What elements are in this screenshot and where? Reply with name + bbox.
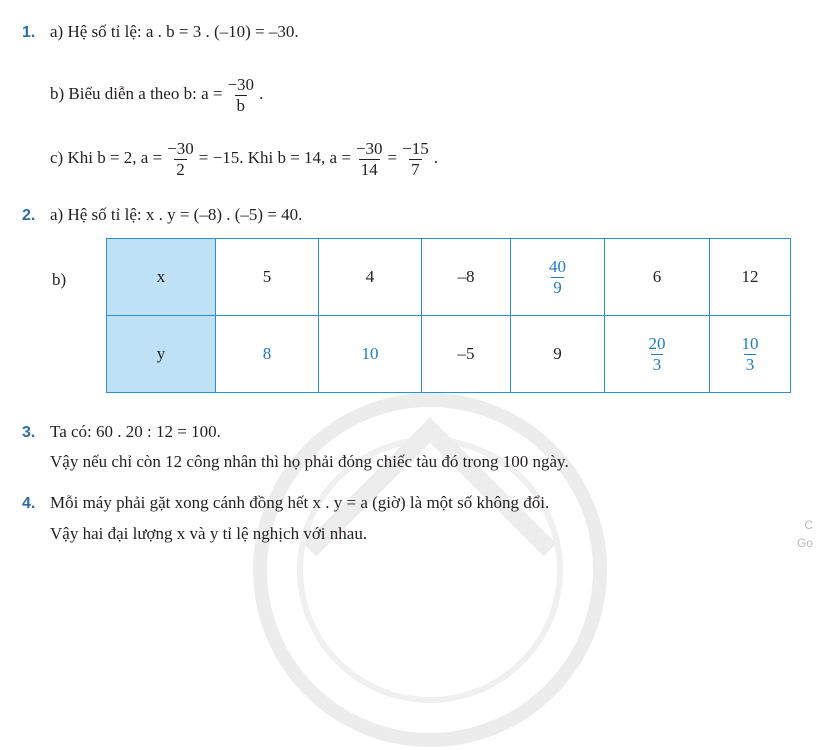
punctuation: .: [433, 148, 438, 167]
problem-1-part-c: [50, 138, 438, 180]
problem-1-c-text: c) Khi b = 2, a =: [50, 148, 163, 167]
cell-value: 8: [262, 344, 272, 363]
fraction: [225, 75, 256, 116]
problem-2-a-text: a) Hệ số tỉ lệ: x . y = (–8) . (–5) = 40.: [50, 205, 303, 224]
y-cell: [511, 316, 605, 393]
problem-1-part-a: [22, 22, 299, 43]
problem-3-line-2: Vậy nếu chỉ còn 12 công nhân thì họ phải đóng chiếc tàu đó trong 100 ngày.: [50, 452, 569, 471]
value-table: [106, 238, 791, 393]
table-header-y: y: [107, 316, 216, 393]
numerator: 40: [549, 256, 566, 276]
x-cell: [319, 239, 422, 316]
problem-2-part-a: [22, 205, 302, 226]
cell-value: 4: [365, 267, 375, 286]
cell-value: 12: [741, 267, 759, 286]
table-row: [107, 316, 791, 393]
problem-3-line-1: [22, 422, 221, 443]
fraction: [547, 257, 568, 298]
y-cell: [710, 316, 791, 393]
numerator: −30: [167, 138, 194, 158]
problem-1-part-b: [50, 74, 263, 116]
problem-3-text: Ta có: 60 . 20 : 12 = 100.: [50, 422, 221, 441]
numerator: −15: [402, 138, 429, 158]
denominator: 14: [360, 159, 378, 179]
problem-number: 1.: [22, 24, 36, 41]
watermark-logo: [250, 390, 610, 750]
problem-number: 4.: [22, 495, 36, 512]
y-cell: [605, 316, 710, 393]
numerator: 10: [741, 333, 759, 353]
problem-4-line-1: [22, 493, 549, 514]
fraction: [354, 139, 385, 180]
x-cell: [605, 239, 710, 316]
problem-number: 2.: [22, 207, 36, 224]
corner-text-2: Go: [796, 536, 813, 550]
problem-1-c-text-2: = −15. Khi b = 14, a =: [198, 148, 351, 167]
fraction: [740, 334, 761, 375]
denominator: 7: [411, 159, 420, 179]
y-cell: [216, 316, 319, 393]
denominator: 2: [176, 159, 185, 179]
x-cell: [511, 239, 605, 316]
cell-value: –5: [457, 344, 475, 363]
denominator: 9: [553, 277, 562, 297]
numerator: −30: [227, 74, 255, 94]
y-cell: [319, 316, 422, 393]
table-header-x: x: [107, 239, 216, 316]
y-cell: [422, 316, 511, 393]
numerator: 20: [648, 333, 666, 353]
table-row: [107, 239, 791, 316]
x-cell: [216, 239, 319, 316]
fraction: [400, 139, 431, 180]
problem-2-part-b-label: b): [52, 270, 67, 289]
denominator: 3: [745, 354, 755, 374]
fraction: [647, 334, 668, 375]
problem-4-text: Mỗi máy phải gặt xong cánh đồng hết x . y = a (giờ) là một số không đổi.: [50, 493, 550, 512]
problem-1-b-text: b) Biểu diễn a theo b: a =: [50, 84, 223, 103]
cell-value: –8: [457, 267, 475, 286]
problem-number: 3.: [22, 424, 36, 441]
x-cell: [710, 239, 791, 316]
denominator: b: [236, 95, 246, 115]
problem-1-a-text: a) Hệ số tỉ lệ: a . b = 3 . (–10) = –30.: [50, 22, 299, 41]
cell-value: 10: [361, 344, 379, 363]
problem-4-line-2: Vậy hai đại lượng x và y tỉ lệ nghịch với nhau.: [50, 524, 368, 543]
equals-sign: =: [387, 148, 398, 167]
cell-value: 5: [262, 267, 272, 286]
corner-text-1: C: [804, 518, 813, 532]
fraction: [165, 139, 196, 180]
cell-value: 9: [553, 344, 562, 363]
punctuation: .: [259, 84, 264, 103]
numerator: −30: [355, 138, 383, 158]
cell-value: 6: [652, 267, 662, 286]
denominator: 3: [652, 354, 662, 374]
x-cell: [422, 239, 511, 316]
